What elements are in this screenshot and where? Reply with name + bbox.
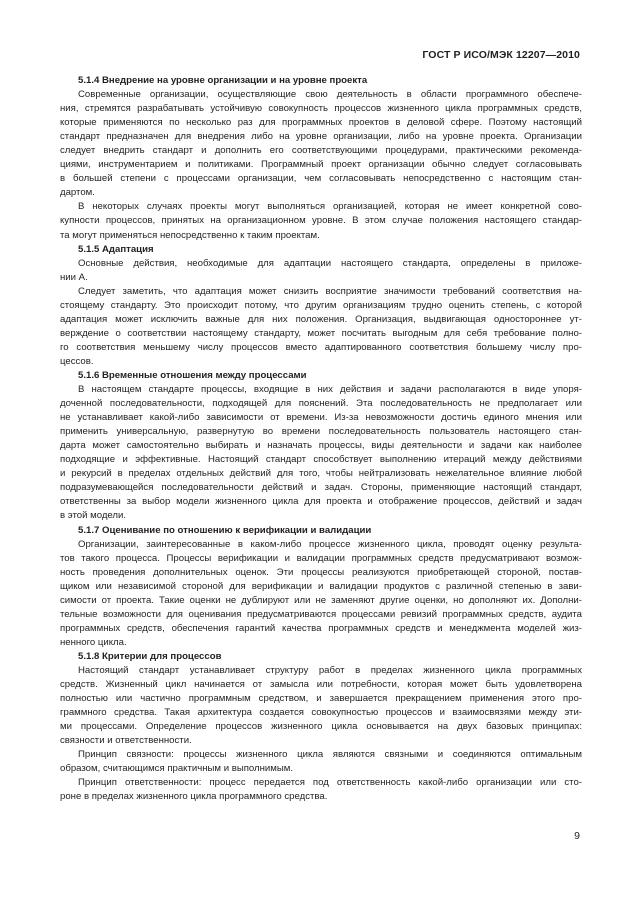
text-line: следует внедрить стандарт и дополнить его соответствующими процедурами, практическими рекоменда- <box>60 145 582 157</box>
paragraph <box>60 200 582 242</box>
text-line: подразумевающейся последовательности действий и задач. Стороны, применяющие настоящий стандарт, <box>60 482 582 494</box>
text-line: ми процессами. Определение процессов жизненного цикла основывается на двух базовых принципах: <box>60 721 582 733</box>
text-line: Принцип связности: процессы жизненного цикла являются связными и соединяются оптимальным <box>78 749 582 761</box>
text-line: нии А. <box>60 271 88 283</box>
text-line: доченной последовательности, подходящей для пояснений. Эта последовательность не предполагает или <box>60 398 582 410</box>
text-line: в большей степени с процессами организации, чем согласовывать непосредственно с настоящим стан- <box>60 173 582 185</box>
text-line: купности процессов, принятых на организационном уровне. В этом случае положения настоящего стандар- <box>60 215 582 227</box>
text-line: и рекурсий в пределах отдельных действий для того, чтобы нейтрализовать нежелательное влияние любой <box>60 468 582 480</box>
text-line: В настоящем стандарте процессы, входящие в них действия и задачи располагаются в виде упоря- <box>78 384 582 396</box>
text-line: щиком или независимой стороной для верификации и валидации продуктов с различной степенью в зави- <box>60 580 582 592</box>
text-line: ния, стремятся разрабатывать устойчивую совокупность процессов жизненного цикла программных средств, <box>60 103 582 115</box>
paragraph <box>60 257 582 285</box>
text-line: стандарт предназначен для внедрения либо на уровне организации, либо на уровне проекта. Организации <box>60 131 582 143</box>
text-line: симости от проекта. Такие оценки не дублируют или не заменяют другие оценки, но дополняют их. Дополни- <box>60 594 582 606</box>
text-line: средств. Жизненный цикл начинается от замысла или потребности, которая может быть удовлетворена <box>60 679 582 691</box>
text-line: Современные организации, осуществляющие свою деятельность в области программного обеспече- <box>78 89 582 101</box>
text-line: ненного цикла. <box>60 636 127 648</box>
text-line: стоящему стандарту. Это происходит потому, что другим организациям трудно оценить степень, с которой <box>60 299 582 311</box>
paragraph <box>60 88 582 200</box>
text-line: в этой модели. <box>60 510 127 522</box>
text-line: связности и ответственности. <box>60 735 192 747</box>
text-line: образом, считающимся практичным и выполнимым. <box>60 763 294 775</box>
text-line: та могут применяться непосредственно к таким проектам. <box>60 229 320 241</box>
text-line: Основные действия, необходимые для адаптации настоящего стандарта, определены в приложе- <box>78 257 582 269</box>
text-line: программных средств, обеспечения гарантий качества программных средств и менеджмента моделей жиз- <box>60 622 582 634</box>
text-line: тов такого процесса. Процессы верификации и валидации программных средств предусматривают возмож- <box>60 552 582 564</box>
section-heading: 5.1.8 Критерии для процессов <box>78 650 222 662</box>
text-line: В некоторых случаях проекты могут выполняться организацией, которая не имеет конкретной сово- <box>78 201 582 213</box>
paragraph <box>60 383 582 523</box>
text-line: Организации, заинтересованные в каком-либо процессе жизненного цикла, проводят оценку результа- <box>78 538 582 550</box>
text-line: применить универсальную, развернутую во времени последовательность пользователь настоящего стан- <box>60 426 582 438</box>
text-line: циями, инструментарием и политиками. Программный проект организации обычно следует согласовывать <box>60 159 582 171</box>
text-line: подходящие и эффективные. Настоящий стандарт способствует выполнению итераций между действиями <box>60 454 582 466</box>
text-line: полностью или частично программным средством, и завершается прекращением применения этого про- <box>60 693 582 705</box>
text-line: граммного средства. Такая архитектура создается совокупностью процессов и взаимосвязями между эти- <box>60 707 582 719</box>
text-line: которые применяются по несколько раз для программных проектов в деловой сфере. Поэтому настоящий <box>60 117 582 129</box>
text-line: тельные возможности для оценивания предусматриваются процессами ревизий программных средств, аудита <box>60 608 582 620</box>
section-heading: 5.1.4 Внедрение на уровне организации и на уровне проекта <box>78 75 368 86</box>
paragraph <box>60 538 582 650</box>
section-heading: 5.1.7 Оценивание по отношению к верификации и валидации <box>78 524 372 536</box>
paragraph <box>60 664 582 748</box>
paragraph <box>60 776 582 804</box>
text-line: не устанавливает какой-либо зависимости от времени. Из-за невозможности достичь единого мнения или <box>60 412 582 424</box>
page-number: 9 <box>574 830 580 842</box>
section-heading: 5.1.5 Адаптация <box>78 243 154 255</box>
text-line: ответственны за выбор модели жизненного цикла для проекта и отображение процессов, действий и задач <box>60 496 582 508</box>
document-header: ГОСТ Р ИСО/МЭК 12207—2010 <box>422 49 580 61</box>
document-body <box>60 74 582 804</box>
text-line: Принцип ответственности: процесс передается под ответственность какой-либо организации или сто- <box>78 777 582 789</box>
text-line: цессов. <box>60 355 94 367</box>
text-line: роне в пределах жизненного цикла программного средства. <box>60 791 328 803</box>
paragraph <box>60 285 582 369</box>
text-line: Настоящий стандарт устанавливает структуру работ в пределах жизненного цикла программных <box>78 664 582 676</box>
text-line: го соответствия меньшему числу процессов вместо адаптированного соответствия большему числу про- <box>60 341 582 353</box>
text-line: верждение о соответствии настоящему стандарту, может посчитать выгодным для себя требование полно- <box>60 327 582 339</box>
text-line: Следует заметить, что адаптация может снизить восприятие значимости требований соответствия на- <box>78 285 582 297</box>
text-line: дарта может самостоятельно выбирать и назначать процессы, виды деятельности и задачи как наиболее <box>60 440 582 452</box>
paragraph <box>60 748 582 776</box>
text-line: дартом. <box>60 187 95 199</box>
section-heading: 5.1.6 Временные отношения между процессами <box>78 369 307 381</box>
text-line: ность проведения дополнительных оценок. Эти процессы реализуются приобретающей стороной, постав- <box>60 566 582 578</box>
text-line: адаптация может исключить важные для них положения. Организация, выдвигающая одностороннее ут- <box>60 313 582 325</box>
